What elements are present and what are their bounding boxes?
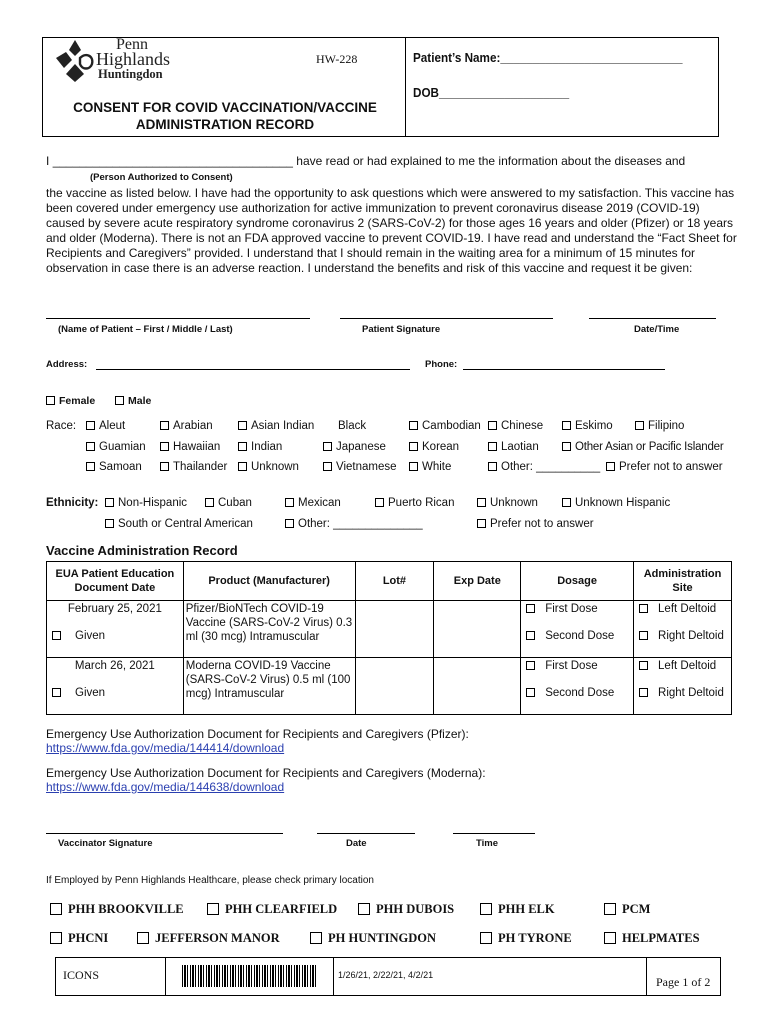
- vaccine-record-table: [46, 561, 732, 715]
- table-row: [47, 601, 732, 658]
- race-option-indian[interactable]: Indian: [238, 441, 282, 453]
- race-option-arabian[interactable]: Arabian: [160, 420, 213, 432]
- vaccinator-time-label: Time: [476, 838, 499, 849]
- race-option-chinese[interactable]: Chinese: [488, 420, 543, 432]
- second-dose-checkbox[interactable]: Second Dose: [523, 686, 631, 700]
- col-dosage: Dosage: [521, 562, 634, 601]
- title-line-2: ADMINISTRATION RECORD: [135, 117, 315, 132]
- footer-divider: [333, 957, 334, 996]
- datetime-label: Date/Time: [634, 324, 680, 335]
- footer-divider: [165, 957, 166, 996]
- col-exp-date: Exp Date: [434, 562, 521, 601]
- ethnicity-option-south-central-american[interactable]: South or Central American: [105, 518, 253, 530]
- vaccinator-signature-line[interactable]: [46, 833, 283, 834]
- given-checkbox[interactable]: Given: [49, 686, 181, 700]
- first-dose-checkbox[interactable]: First Dose: [523, 659, 631, 673]
- location-phh-brookville[interactable]: PHH BROOKVILLE: [50, 902, 184, 917]
- product-cell: Pfizer/BioNTech COVID-19 Vaccine (SARS-CoV-2 Virus) 0.3 ml (30 mcg) Intramuscular: [183, 601, 355, 658]
- ethnicity-option-unknown-hispanic[interactable]: Unknown Hispanic: [562, 497, 670, 509]
- ethnicity-option-unknown[interactable]: Unknown: [477, 497, 538, 509]
- eua-date: March 26, 2021: [74, 660, 155, 672]
- exp-date-cell[interactable]: [434, 658, 521, 715]
- page-number: Page 1 of 2: [656, 975, 711, 989]
- col-product: Product (Manufacturer): [183, 562, 355, 601]
- ethnicity-option-prefer-not[interactable]: Prefer not to answer: [477, 518, 594, 530]
- exp-date-cell[interactable]: [434, 601, 521, 658]
- eua-doc-moderna-label: Emergency Use Authorization Document for Recipients and Caregivers (Moderna):: [46, 766, 486, 780]
- ethnicity-option-other[interactable]: Other: ______________: [285, 518, 423, 530]
- authorized-label: (Person Authorized to Consent): [90, 172, 233, 183]
- datetime-line[interactable]: [589, 318, 716, 319]
- barcode-icon: [182, 965, 317, 987]
- authorized-person-field[interactable]: ____________________________________: [52, 154, 293, 168]
- patient-signature-line[interactable]: [340, 318, 553, 319]
- race-label: Race:: [46, 420, 77, 432]
- given-checkbox[interactable]: Given: [49, 629, 181, 643]
- location-phh-elk[interactable]: PHH ELK: [480, 902, 555, 917]
- female-checkbox[interactable]: Female: [46, 395, 95, 407]
- eua-doc-moderna-link[interactable]: https://www.fda.gov/media/144638/download: [46, 780, 285, 794]
- phone-field[interactable]: [463, 369, 665, 370]
- race-option-eskimo[interactable]: Eskimo: [562, 420, 613, 432]
- ethnicity-option-puerto-rican[interactable]: Puerto Rican: [375, 497, 454, 509]
- location-ph-huntingdon[interactable]: PH HUNTINGDON: [310, 931, 436, 946]
- dosage-cell: [521, 658, 634, 715]
- site-cell: [634, 658, 732, 715]
- left-deltoid-checkbox[interactable]: Left Deltoid: [636, 602, 729, 616]
- col-lot: Lot#: [355, 562, 434, 601]
- ethnicity-option-mexican[interactable]: Mexican: [285, 497, 341, 509]
- race-option-vietnamese[interactable]: Vietnamese: [323, 461, 397, 473]
- consent-intro-suffix: have read or had explained to me the information about the diseases and: [296, 154, 686, 168]
- icons-label: ICONS: [63, 968, 100, 982]
- dob-field[interactable]: DOB____________________: [413, 85, 570, 100]
- eua-doc-pfizer-link[interactable]: https://www.fda.gov/media/144414/download: [46, 741, 285, 755]
- phone-label: Phone:: [425, 359, 458, 370]
- logo-line-3: Huntingdon: [98, 67, 163, 81]
- vaccinator-date-line[interactable]: [317, 833, 415, 834]
- consent-intro: [46, 154, 685, 169]
- eua-date: February 25, 2021: [67, 603, 162, 615]
- site-cell: [634, 601, 732, 658]
- vaccinator-signature-label: Vaccinator Signature: [58, 838, 153, 849]
- first-dose-checkbox[interactable]: First Dose: [523, 602, 631, 616]
- patient-name-label: (Name of Patient – First / Middle / Last): [58, 324, 233, 335]
- race-option-unknown[interactable]: Unknown: [238, 461, 299, 473]
- ethnicity-label: Ethnicity:: [46, 497, 99, 509]
- location-phh-clearfield[interactable]: PHH CLEARFIELD: [207, 902, 337, 917]
- ethnicity-option-non-hispanic[interactable]: Non-Hispanic: [105, 497, 187, 509]
- document-title: [50, 99, 400, 133]
- ethnicity-option-cuban[interactable]: Cuban: [205, 497, 252, 509]
- race-option-filipino[interactable]: Filipino: [635, 420, 684, 432]
- left-deltoid-checkbox[interactable]: Left Deltoid: [636, 659, 729, 673]
- race-option-japanese[interactable]: Japanese: [323, 441, 386, 453]
- vaccinator-date-label: Date: [346, 838, 367, 849]
- logo-line-2: Highlands: [96, 49, 170, 69]
- second-dose-checkbox[interactable]: Second Dose: [523, 629, 631, 643]
- race-option-white[interactable]: White: [409, 461, 451, 473]
- employment-prompt: If Employed by Penn Highlands Healthcare, please check primary location: [46, 875, 374, 886]
- race-option-asian-indian[interactable]: Asian Indian: [238, 420, 314, 432]
- location-ph-tyrone[interactable]: PH TYRONE: [480, 931, 572, 946]
- logo-mark-icon: [52, 38, 98, 84]
- consent-paragraph: the vaccine as listed below. I have had the opportunity to ask questions which were answered to my satisfaction. This vaccine has been covered under emergency use authorization for active immunization to prevent coronavirus disease 2019 (COVID-19) caused by severe acute respiratory syndrome coronavirus 2 (SARS-CoV-2) for those ages 16 years and older (Pfizer) or 18 years and older (Moderna). There is not an FDA approved vaccine to prevent COVID-19. I have read and understand the “Fact Sheet for Recipients and Caregivers” provided. I understand that I should remain in the waiting area for a minimum of 15 minutes for observation in case there is an adverse reaction. I understand the benefits and risk of this vaccine and request it be given:: [46, 186, 737, 275]
- eua-date-cell: [47, 601, 184, 658]
- location-phh-dubois[interactable]: PHH DUBOIS: [358, 902, 454, 917]
- race-option-guamian[interactable]: Guamian: [86, 441, 146, 453]
- dosage-cell: [521, 601, 634, 658]
- right-deltoid-checkbox[interactable]: Right Deltoid: [636, 629, 729, 643]
- patient-name-line[interactable]: [46, 318, 310, 319]
- patient-name-field[interactable]: Patient’s Name:____________________________: [413, 50, 683, 65]
- address-label: Address:: [46, 359, 88, 370]
- right-deltoid-checkbox[interactable]: Right Deltoid: [636, 686, 729, 700]
- lot-cell[interactable]: [355, 601, 434, 658]
- race-option-prefer-not[interactable]: Prefer not to answer: [606, 461, 723, 473]
- location-jefferson-manor[interactable]: JEFFERSON MANOR: [137, 931, 280, 946]
- race-option-other-asian[interactable]: Other Asian or Pacific Islander: [562, 441, 723, 453]
- header-divider: [405, 37, 406, 137]
- table-header-row: [47, 562, 732, 601]
- lot-cell[interactable]: [355, 658, 434, 715]
- male-checkbox[interactable]: Male: [115, 395, 151, 407]
- race-option-thailander[interactable]: Thailander: [160, 461, 227, 473]
- race-option-hawaiian[interactable]: Hawaiian: [160, 441, 220, 453]
- location-phcni[interactable]: PHCNI: [50, 931, 108, 946]
- race-option-korean[interactable]: Korean: [409, 441, 459, 453]
- col-eua-date: EUA Patient Education Document Date: [47, 562, 184, 601]
- penn-highlands-logo: [52, 38, 192, 88]
- vaccine-record-title: Vaccine Administration Record: [46, 543, 238, 558]
- race-option-samoan[interactable]: Samoan: [86, 461, 142, 473]
- race-option-aleut[interactable]: Aleut: [86, 420, 125, 432]
- race-option-other[interactable]: Other: __________: [488, 461, 600, 473]
- table-row: [47, 658, 732, 715]
- eua-doc-pfizer-label: Emergency Use Authorization Document for Recipients and Caregivers (Pfizer):: [46, 727, 469, 741]
- footer-divider: [646, 957, 647, 996]
- form-number: HW-228: [316, 52, 358, 66]
- product-cell: Moderna COVID-19 Vaccine (SARS-CoV-2 Virus) 0.5 ml (100 mcg) Intramuscular: [183, 658, 355, 715]
- checkbox-icon: [115, 396, 124, 405]
- race-option-cambodian[interactable]: Cambodian: [409, 420, 481, 432]
- revision-dates: 1/26/21, 2/22/21, 4/2/21: [338, 970, 434, 980]
- patient-signature-label: Patient Signature: [362, 324, 441, 335]
- address-field[interactable]: [96, 369, 410, 370]
- checkbox-icon: [46, 396, 55, 405]
- location-helpmates[interactable]: HELPMATES: [604, 931, 700, 946]
- race-option-laotian[interactable]: Laotian: [488, 441, 539, 453]
- race-option-black[interactable]: Black: [338, 420, 367, 432]
- vaccinator-time-line[interactable]: [453, 833, 535, 834]
- location-pcm[interactable]: PCM: [604, 902, 650, 917]
- consent-intro-prefix: I: [46, 154, 50, 168]
- title-line-1: CONSENT FOR COVID VACCINATION/VACCINE: [73, 100, 377, 115]
- logo-line-1: Penn: [116, 36, 148, 53]
- eua-date-cell: [47, 658, 184, 715]
- col-site: Administration Site: [634, 562, 732, 601]
